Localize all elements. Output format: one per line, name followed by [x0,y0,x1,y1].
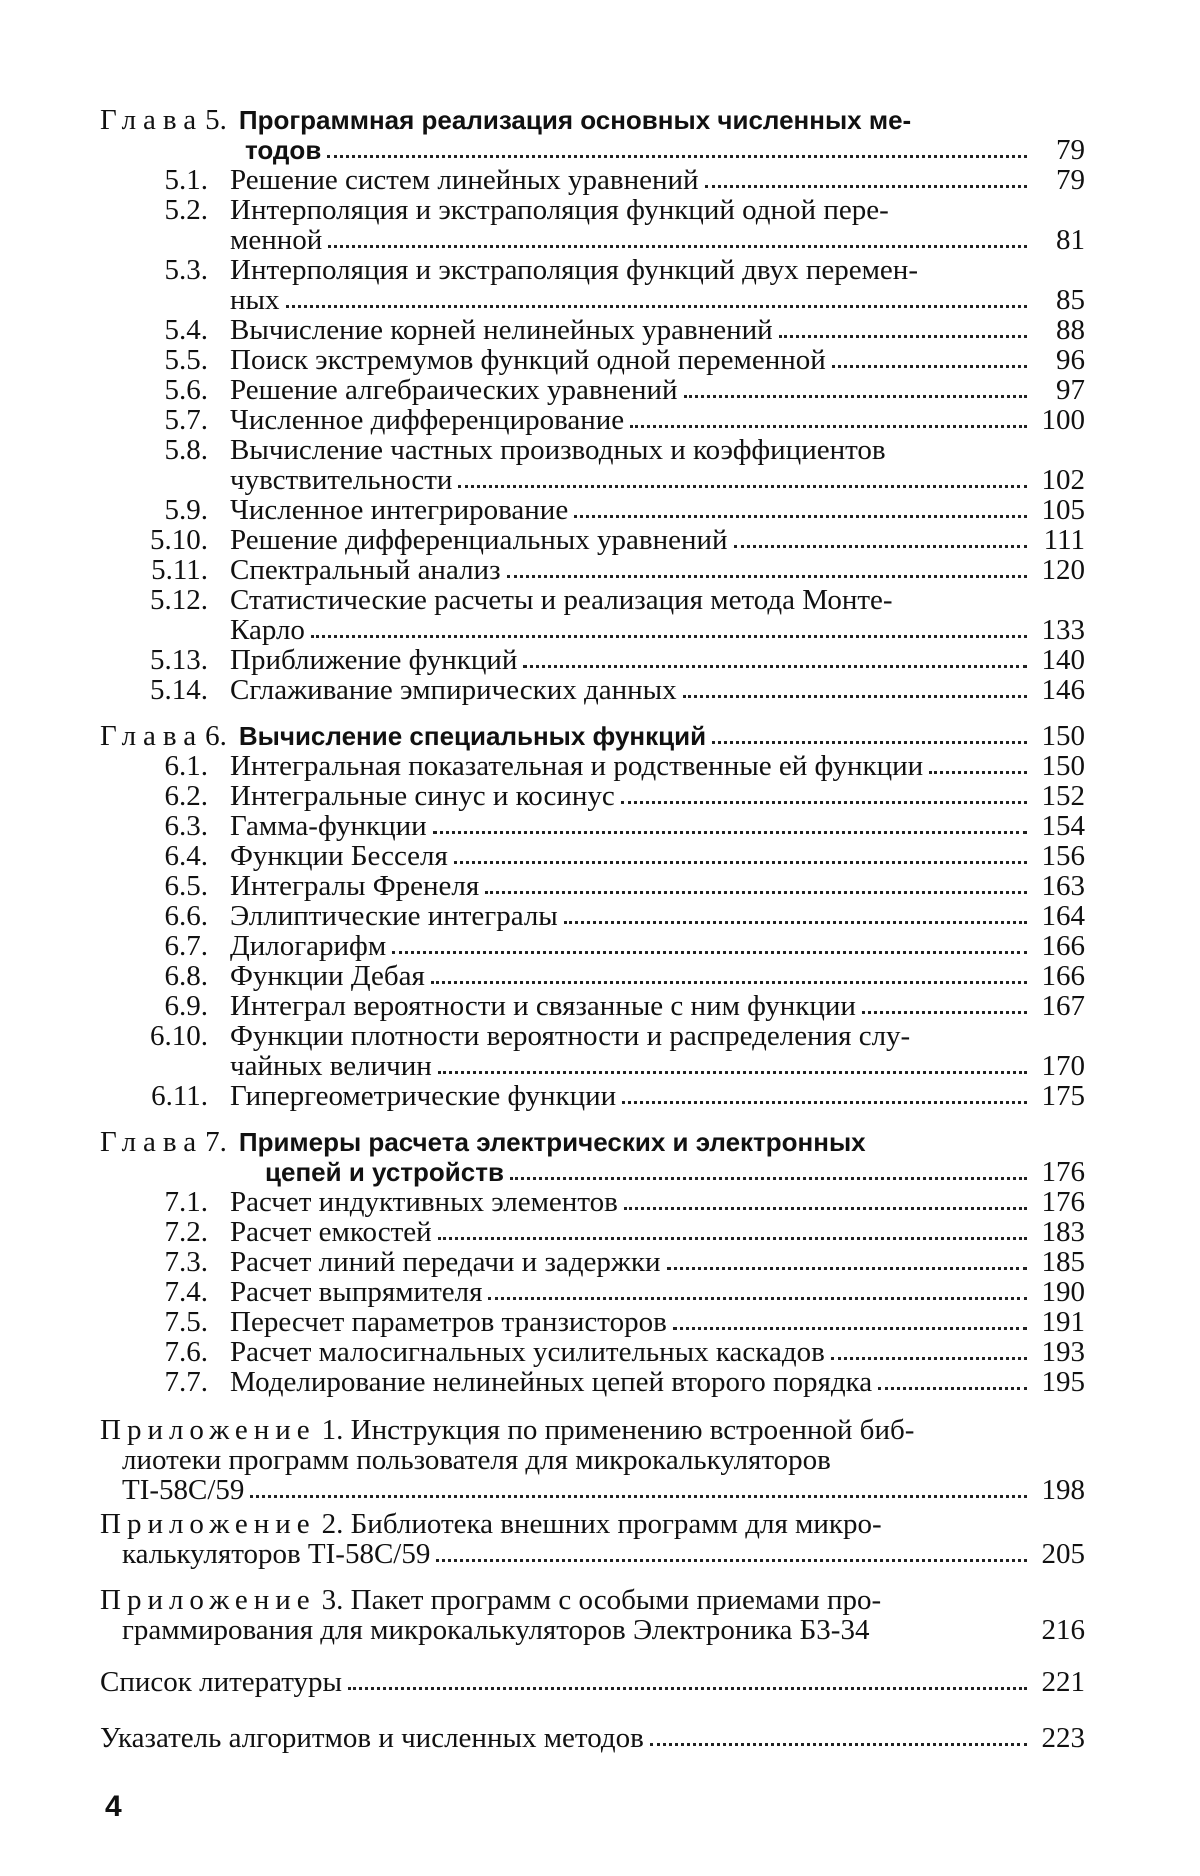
appendix-2 [100,1509,1085,1569]
page-number: 102 [1041,464,1085,496]
page-number: 198 [1041,1474,1085,1506]
toc-section [100,1367,1085,1397]
toc-section [100,195,1085,225]
section-number: 7.1. [164,1186,208,1218]
section-number: 6.6. [164,900,208,932]
section-title: Интегралы Френеля [230,870,480,902]
leader-dots [328,245,1027,248]
leader-dots [564,921,1027,924]
table-of-contents [100,105,1085,1753]
index-text: Указатель алгоритмов и численных методов [100,1722,644,1754]
section-title: Функции плотности вероятности и распределения слу- [230,1020,911,1052]
leader-dots [705,185,1027,188]
section-number: 7.7. [164,1366,208,1398]
section-number: 5.12. [150,584,208,616]
page-number: 205 [1041,1538,1085,1570]
section-title: Моделирование нелинейных цепей второго порядка [230,1366,873,1398]
toc-section [100,375,1085,405]
section-number: 5.13. [150,644,208,676]
leader-dots [650,1743,1027,1746]
section-number: 6.5. [164,870,208,902]
leader-dots [510,1177,1027,1180]
page-number: 100 [1041,404,1085,436]
section-number: 6.1. [164,750,208,782]
leader-dots [929,771,1027,774]
leader-dots [574,515,1027,518]
page-number: 150 [1041,750,1085,782]
section-title: Карло [230,614,305,646]
toc-section [100,991,1085,1021]
page-number: 176 [1041,1156,1085,1188]
chapter-label: Глава [100,104,204,136]
section-number: 6.9. [164,990,208,1022]
section-number: 5.10. [150,524,208,556]
chapter-5-sections [100,165,1085,705]
chapter-5 [100,105,1085,705]
section-title: Вычисление корней нелинейных уравнений [230,314,773,346]
section-number: 7.4. [164,1276,208,1308]
references-text: Список литературы [100,1666,343,1698]
page-number: 176 [1041,1186,1085,1218]
chapter-title: Примеры расчета электрических и электронных [238,1127,866,1157]
leader-dots [507,575,1027,578]
appendix-text-cont: TI-58C/59 [122,1474,245,1506]
section-title: Интеграл вероятности и связанные с ним функции [230,990,856,1022]
section-title: Решение алгебраических уравнений [230,374,678,406]
section-title: Статистические расчеты и реализация метода Монте- [230,584,893,616]
section-number: 6.4. [164,840,208,872]
toc-section [100,961,1085,991]
toc-section [100,495,1085,525]
section-title: Спектральный анализ [230,554,501,586]
leader-dots [311,635,1027,638]
section-title: Функции Бесселя [230,840,448,872]
section-number: 5.5. [164,344,208,376]
leader-dots [673,1327,1027,1330]
leader-dots [622,1101,1027,1104]
leader-dots [667,1267,1027,1270]
page-number: 216 [1041,1614,1085,1646]
chapter-number: 6. [205,720,227,752]
section-title: Расчет малосигнальных усилительных каскадов [230,1336,825,1368]
leader-dots [433,831,1027,834]
section-number: 5.4. [164,314,208,346]
leader-dots [862,1011,1027,1014]
toc-section [100,1051,1085,1081]
leader-dots [485,891,1027,894]
leader-dots [712,741,1027,744]
section-number: 5.3. [164,254,208,286]
appendix-text: 3. Пакет программ с особыми приемами про- [321,1584,882,1616]
page-number: 97 [1056,374,1085,406]
page-number: 170 [1041,1050,1085,1082]
toc-section [100,555,1085,585]
leader-dots [392,951,1027,954]
page-number: 79 [1056,134,1085,166]
page-number: 166 [1041,930,1085,962]
toc-section [100,525,1085,555]
section-title: Гамма-функции [230,810,427,842]
section-number: 6.11. [151,1080,208,1112]
page-number: 223 [1041,1722,1085,1754]
toc-section [100,871,1085,901]
chapter-label: Глава [100,720,204,752]
page-number: 185 [1041,1246,1085,1278]
toc-section [100,315,1085,345]
chapter-title-cont: цепей и устройств [265,1157,504,1187]
page-number: 152 [1041,780,1085,812]
section-number: 7.6. [164,1336,208,1368]
page-number: 150 [1041,720,1085,752]
toc-section [100,1187,1085,1217]
appendix-text-cont: калькуляторов TI-58C/59 [122,1538,431,1570]
section-number: 5.11. [151,554,208,586]
section-title: ных [230,284,280,316]
chapter-6-sections [100,751,1085,1111]
page-number: 175 [1041,1080,1085,1112]
toc-section [100,285,1085,315]
page-number: 146 [1041,674,1085,706]
section-number: 5.7. [164,404,208,436]
section-number: 7.2. [164,1216,208,1248]
appendix-text: 1. Инструкция по применению встроенной биб- [321,1414,915,1446]
section-title: Интегральные синус и косинус [230,780,615,812]
page-number: 221 [1041,1666,1085,1698]
page-number: 167 [1041,990,1085,1022]
toc-section [100,781,1085,811]
section-title: Гипергеометрические функции [230,1080,617,1112]
appendix-text-cont: лиотеки программ пользователя для микрокалькуляторов [122,1444,831,1476]
toc-section [100,405,1085,435]
section-title: Расчет емкостей [230,1216,432,1248]
leader-dots [779,335,1027,338]
appendix-label: Приложение [100,1584,316,1616]
page-number: 81 [1056,224,1085,256]
appendix-3 [100,1585,1085,1645]
leader-dots [488,1297,1027,1300]
toc-section [100,465,1085,495]
page-number: 164 [1041,900,1085,932]
chapter-7 [100,1127,1085,1397]
section-number: 6.10. [150,1020,208,1052]
leader-dots [454,861,1027,864]
toc-section [100,751,1085,781]
leader-dots [436,1559,1027,1562]
leader-dots [734,545,1027,548]
leader-dots [458,485,1027,488]
section-title: менной [230,224,323,256]
section-title: чувствительности [230,464,453,496]
leader-dots [327,155,1027,158]
leader-dots [523,665,1027,668]
leader-dots [286,305,1027,308]
page-number: 195 [1041,1366,1085,1398]
section-title: чайных величин [230,1050,432,1082]
section-number: 6.8. [164,960,208,992]
page-number: 193 [1041,1336,1085,1368]
page-number: 133 [1041,614,1085,646]
toc-section [100,841,1085,871]
chapter-number: 5. [205,104,227,136]
section-title: Дилогарифм [230,930,387,962]
toc-section [100,901,1085,931]
leader-dots [438,1237,1027,1240]
toc-section [100,615,1085,645]
chapter-7-sections [100,1187,1085,1397]
section-title: Вычисление частных производных и коэффициентов [230,434,886,466]
section-number: 5.9. [164,494,208,526]
leader-dots [624,1207,1027,1210]
toc-section [100,1081,1085,1111]
toc-section [100,255,1085,285]
toc-section [100,225,1085,255]
chapter-number: 7. [205,1126,227,1158]
toc-section [100,1337,1085,1367]
references-entry [100,1667,1085,1697]
section-title: Интерполяция и экстраполяция функций одной пере- [230,194,889,226]
leader-dots [832,365,1027,368]
section-number: 5.2. [164,194,208,226]
appendix-text-cont: граммирования для микрокалькуляторов Электроника Б3-34 [122,1614,870,1646]
section-title: Расчет выпрямителя [230,1276,483,1308]
section-title: Поиск экстремумов функций одной переменной [230,344,826,376]
chapter-label: Глава [100,1126,204,1158]
index-entry [100,1723,1085,1753]
toc-section [100,931,1085,961]
section-title: Расчет линий передачи и задержки [230,1246,661,1278]
toc-section [100,435,1085,465]
page-number: 111 [1043,524,1085,556]
toc-section [100,645,1085,675]
toc-section [100,675,1085,705]
section-title: Приближение функций [230,644,518,676]
toc-section [100,1247,1085,1277]
leader-dots [250,1495,1027,1498]
leader-dots [831,1357,1027,1360]
page-footer-number: 4 [105,1790,122,1823]
section-title: Решение систем линейных уравнений [230,164,699,196]
toc-section [100,1021,1085,1051]
page-number: 166 [1041,960,1085,992]
leader-dots [684,395,1027,398]
toc-section [100,1217,1085,1247]
toc-section [100,1277,1085,1307]
toc-section [100,811,1085,841]
section-title: Решение дифференциальных уравнений [230,524,728,556]
appendix-text: 2. Библиотека внешних программ для микро- [321,1508,882,1540]
leader-dots [438,1071,1027,1074]
page-number: 190 [1041,1276,1085,1308]
section-title: Расчет индуктивных элементов [230,1186,618,1218]
section-title: Пересчет параметров транзисторов [230,1306,667,1338]
section-title: Численное дифференцирование [230,404,625,436]
section-number: 7.3. [164,1246,208,1278]
page-number: 154 [1041,810,1085,842]
section-number: 5.8. [164,434,208,466]
section-number: 5.1. [164,164,208,196]
appendix-label: Приложение [100,1414,316,1446]
section-number: 5.6. [164,374,208,406]
appendix-1 [100,1415,1085,1505]
section-number: 6.3. [164,810,208,842]
section-title: Интегральная показательная и родственные ей функции [230,750,924,782]
chapter-title: Программная реализация основных численных ме- [238,105,912,135]
toc-section [100,165,1085,195]
page-number: 105 [1041,494,1085,526]
page-number: 140 [1041,644,1085,676]
section-number: 6.2. [164,780,208,812]
page-number: 96 [1056,344,1085,376]
section-title: Интерполяция и экстраполяция функций двух перемен- [230,254,918,286]
leader-dots [621,801,1027,804]
leader-dots [431,981,1027,984]
leader-dots [683,695,1027,698]
chapter-title-cont: тодов [245,135,322,165]
section-title: Сглаживание эмпирических данных [230,674,677,706]
leader-dots [630,425,1027,428]
page-number: 156 [1041,840,1085,872]
section-number: 7.5. [164,1306,208,1338]
section-title: Эллиптические интегралы [230,900,558,932]
page-number: 88 [1056,314,1085,346]
page-number: 79 [1056,164,1085,196]
page-number: 191 [1041,1306,1085,1338]
section-number: 5.14. [150,674,208,706]
chapter-title: Вычисление специальных функций [238,721,707,751]
section-number: 6.7. [164,930,208,962]
toc-section [100,1307,1085,1337]
leader-dots [878,1387,1027,1390]
page-number: 183 [1041,1216,1085,1248]
leader-dots [348,1687,1027,1690]
toc-section [100,585,1085,615]
section-title: Функции Дебая [230,960,425,992]
page-number: 163 [1041,870,1085,902]
page-number: 85 [1056,284,1085,316]
appendix-label: Приложение [100,1508,316,1540]
page-number: 120 [1041,554,1085,586]
toc-section [100,345,1085,375]
section-title: Численное интегрирование [230,494,569,526]
chapter-6 [100,721,1085,1111]
